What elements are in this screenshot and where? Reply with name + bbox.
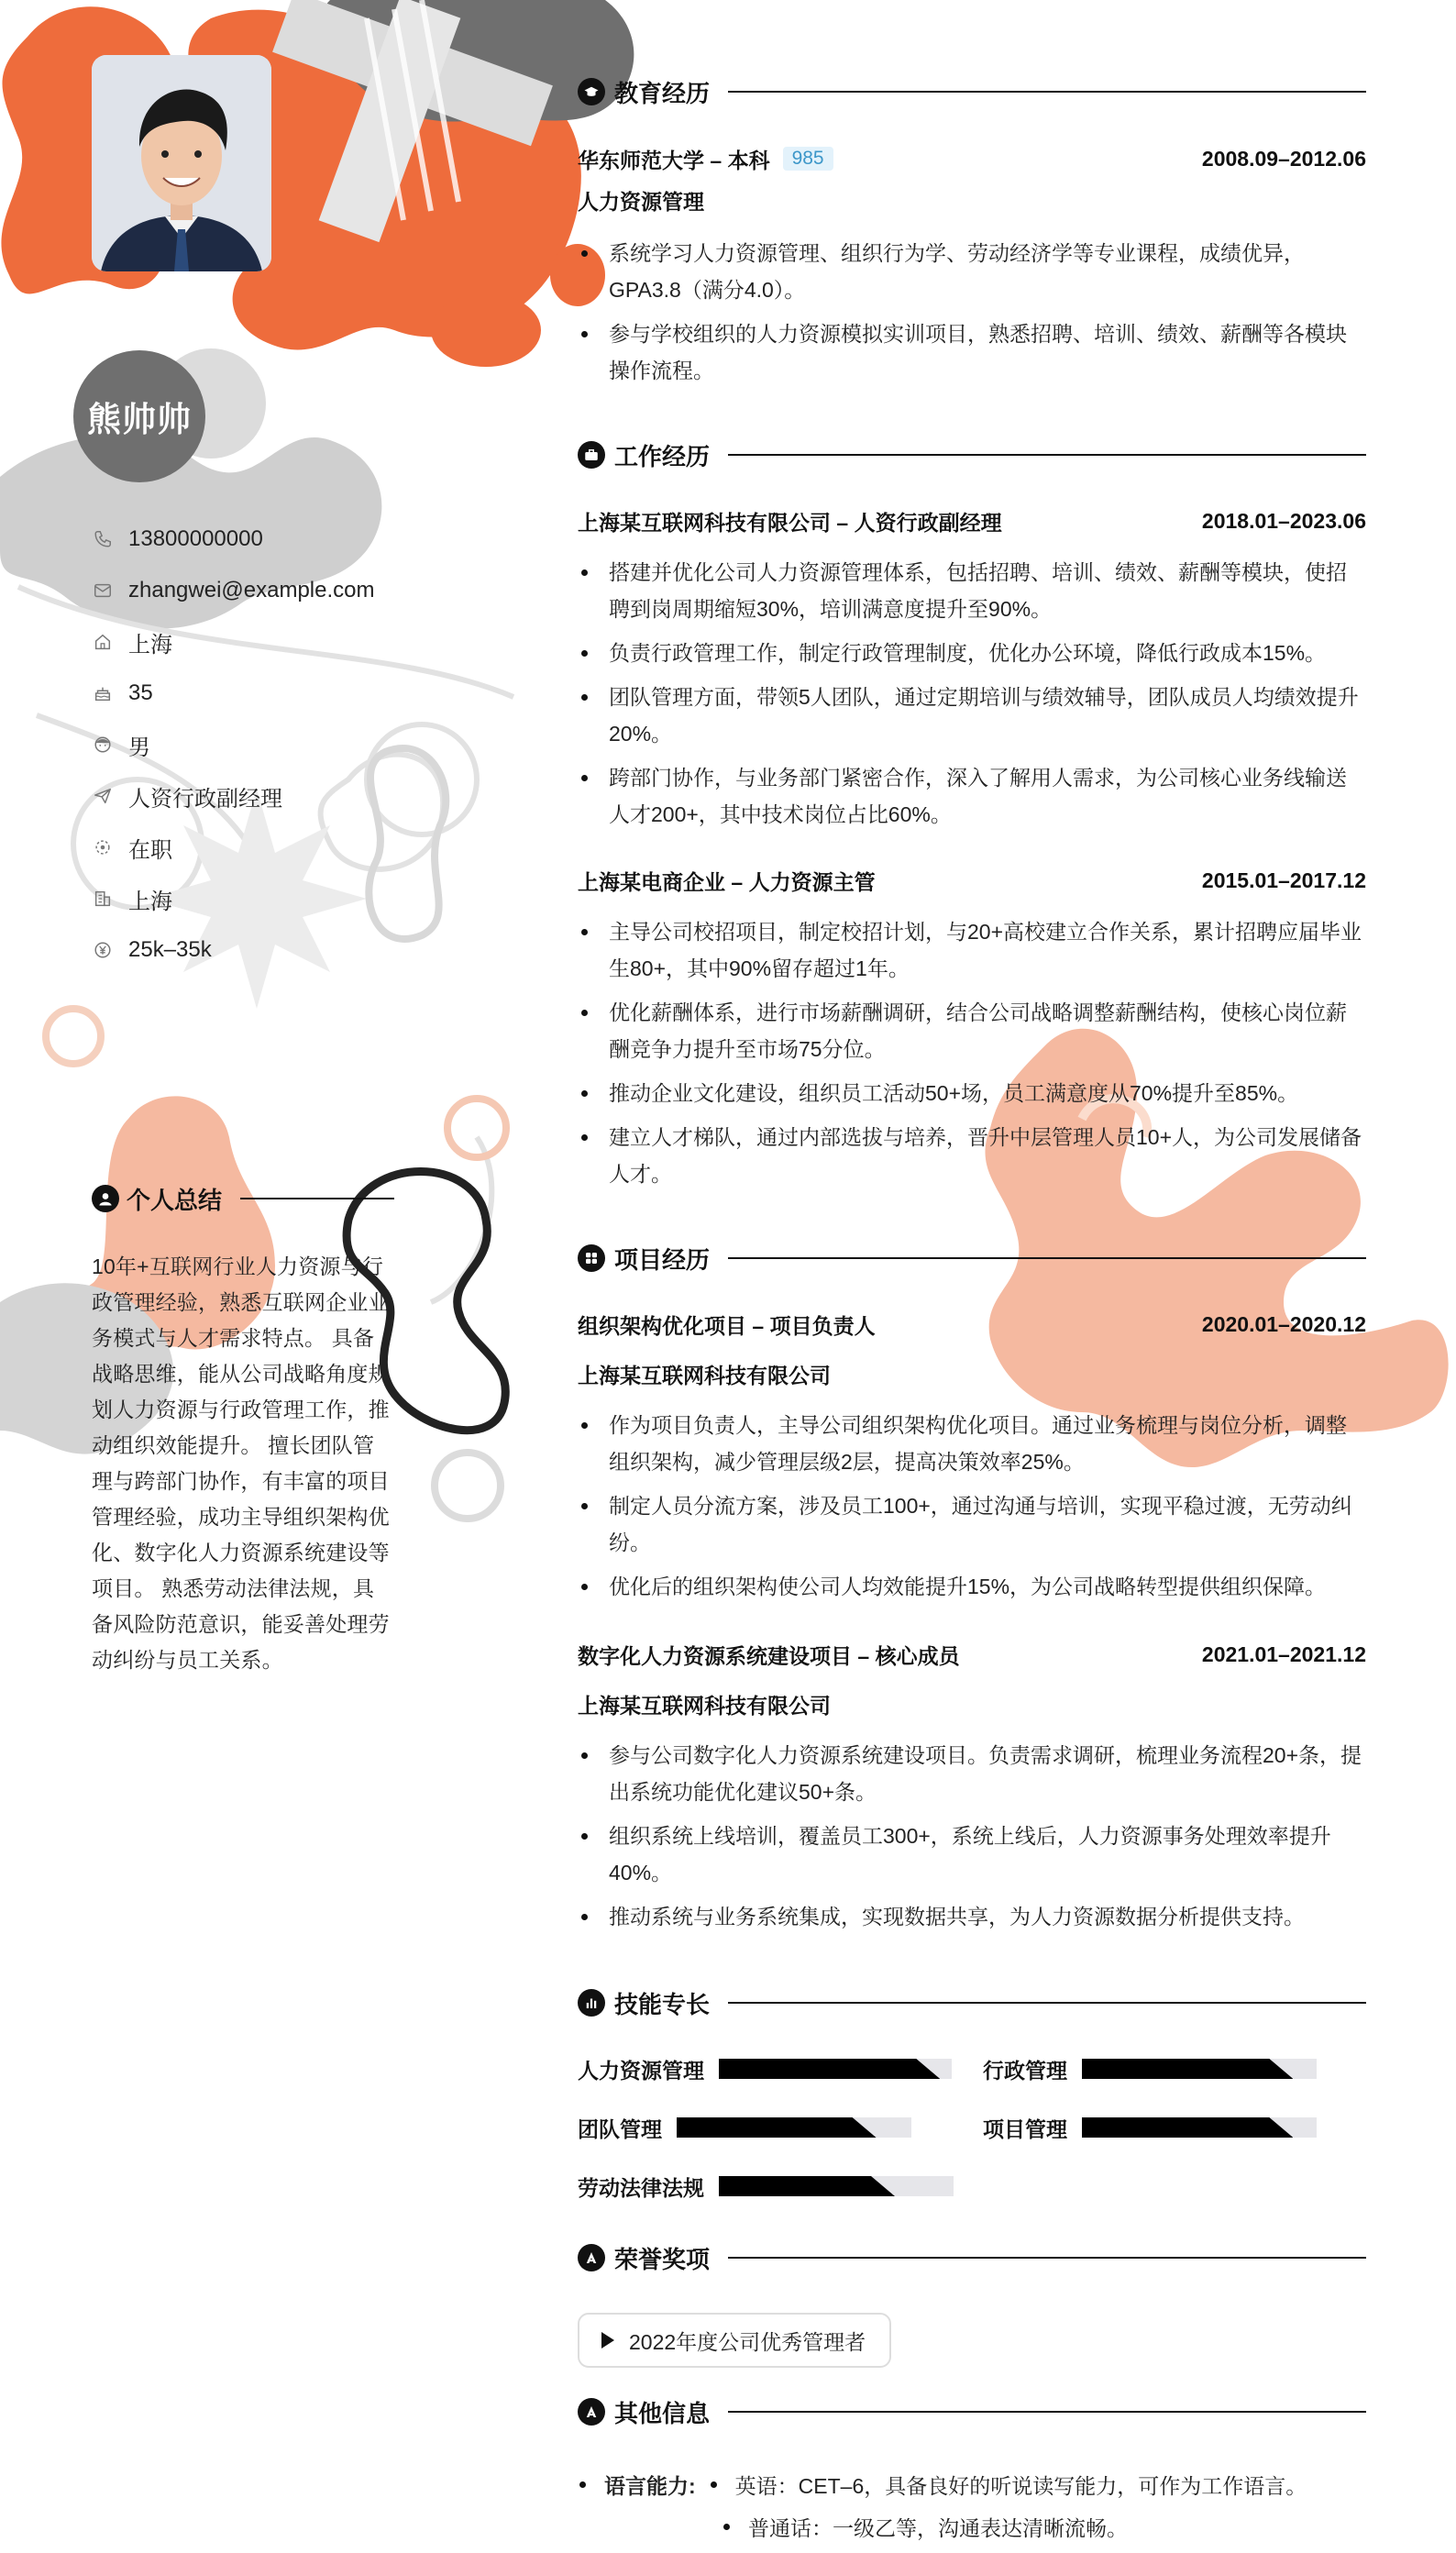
other-title: 其他信息 <box>614 2399 711 2427</box>
list-item: 系统学习人力资源管理、组织行为学、劳动经济学等专业课程，成绩优异，GPA3.8（满分4.0）。 <box>578 235 1366 308</box>
education-bullets <box>578 235 1366 396</box>
skills-header <box>578 1984 1366 2021</box>
list-item: 参与学校组织的人力资源模拟实训项目，熟悉招聘、培训、绩效、薪酬等各模块操作流程。 <box>578 315 1366 389</box>
summary-text: 10年+互联网行业人力资源与行政管理经验，熟悉互联网企业业务模式与人才需求特点。 具备战略思维，能从公司战略角度规划人力资源与行政管理工作，推动组织效能提升。 擅长团队管理与跨部门协作，有丰富的项目管理经验，成功主导组织架构优化、数字化人力资源系统建设等项目。 熟悉劳动法律法规，具备风险防范意识，能妥善处理劳动纠纷与员工关系。 <box>92 1254 390 1672</box>
bullet-dot <box>711 2481 717 2488</box>
contact-text: 35 <box>128 680 153 705</box>
graduation-cap-icon <box>578 78 605 105</box>
section-divider <box>728 454 1366 456</box>
list-item: 搭建并优化公司人力资源管理体系，包括招聘、培训、绩效、薪酬等模块，使招聘到岗周期缩短30%，培训满意度提升至90%。 <box>578 554 1366 627</box>
section-divider <box>728 2411 1366 2413</box>
avatar <box>92 55 271 271</box>
summary-title: 个人总结 <box>127 1186 223 1214</box>
projects-title: 项目经历 <box>614 1245 711 1274</box>
list-item: 建立人才梯队，通过内部选拔与培养，晋升中层管理人员10+人，为公司发展储备人才。 <box>578 1119 1366 1192</box>
skill-item <box>983 2109 1317 2146</box>
project-row-2 <box>578 1638 1366 1671</box>
job-bullets-2 <box>578 913 1366 1199</box>
contact-position <box>92 770 477 822</box>
award-chip[interactable] <box>578 2313 891 2368</box>
award-text: 2022年度公司优秀管理者 <box>629 2329 866 2354</box>
work-header <box>578 437 1366 473</box>
section-divider <box>728 2257 1366 2259</box>
skill-bar-fill <box>719 2176 895 2196</box>
work-title: 工作经历 <box>614 442 711 470</box>
education-title: 教育经历 <box>614 79 711 107</box>
skill-item <box>578 2050 952 2087</box>
info-icon <box>578 2398 605 2426</box>
projects-header <box>578 1240 1366 1276</box>
education-school: 华东师范大学 – 本科 <box>578 148 770 172</box>
contact-text: 13800000000 <box>128 526 263 551</box>
project-company: 上海某互联网科技有限公司 <box>578 1364 831 1387</box>
skill-bar <box>1082 2117 1317 2138</box>
list-item: 推动企业文化建设，组织员工活动50+场，员工满意度从70%提升至85%。 <box>578 1075 1366 1111</box>
skill-item <box>983 2050 1317 2087</box>
skill-name: 行政管理 <box>983 2058 1067 2083</box>
list-item: 优化薪酬体系，进行市场薪酬调研，结合公司战略调整薪酬结构，使核心岗位薪酬竞争力提升至市场75分位。 <box>578 994 1366 1067</box>
home-icon <box>92 631 114 653</box>
project-bullets-1 <box>578 1407 1366 1612</box>
job-bullets-1 <box>578 554 1366 840</box>
education-major: 人力资源管理 <box>578 190 704 214</box>
yuan-icon <box>92 939 114 961</box>
list-item: 推动系统与业务系统集成，实现数据共享，为人力资源数据分析提供支持。 <box>578 1898 1366 1935</box>
education-date: 2008.09–2012.06 <box>1201 146 1366 171</box>
list-item: 主导公司校招项目，制定校招计划，与20+高校建立合作关系，累计招聘应届毕业生80+，其中90%留存超过1年。 <box>578 913 1366 987</box>
contact-gender <box>92 719 477 770</box>
contact-text: 上海 <box>128 889 172 914</box>
profile-name: 熊帅帅 <box>87 401 192 438</box>
project-date: 2021.01–2021.12 <box>1201 1641 1366 1666</box>
contact-text: 人资行政副经理 <box>128 786 282 812</box>
job-row-1 <box>578 504 1366 537</box>
send-icon <box>92 785 114 807</box>
contact-text: 男 <box>128 735 150 760</box>
skill-name: 团队管理 <box>578 2116 662 2141</box>
job-date: 2018.01–2023.06 <box>1201 508 1366 533</box>
list-item: 团队管理方面，带领5人团队，通过定期培训与绩效辅导，团队成员人均绩效提升20%。 <box>578 679 1366 752</box>
awards-title: 荣誉奖项 <box>614 2245 711 2273</box>
list-item: 作为项目负责人，主导公司组织架构优化项目。通过业务梳理与岗位分析，调整组织架构，减少管理层级2层，提高决策效率25%。 <box>578 1407 1366 1480</box>
list-item: 跨部门协作，与业务部门紧密合作，深入了解用人需求，为公司核心业务线输送人才200+，其中技术岗位占比60%。 <box>578 759 1366 833</box>
section-divider <box>728 1257 1366 1259</box>
status-icon <box>92 836 114 858</box>
contact-text: zhangwei@example.com <box>128 578 375 602</box>
language-item: 英语：CET–6，具备良好的听说读写能力，可作为工作语言。 <box>734 2473 1307 2498</box>
other-header <box>578 2393 1366 2430</box>
job-row-2 <box>578 864 1366 897</box>
skills-title: 技能专长 <box>614 1990 711 2018</box>
project-head: 数字化人力资源系统建设项目 – 核心成员 <box>578 1643 960 1668</box>
section-divider <box>728 2002 1366 2004</box>
briefcase-icon <box>578 441 605 469</box>
profile-photo <box>92 55 271 271</box>
cake-icon <box>92 682 114 704</box>
building-icon <box>92 888 114 910</box>
project-company: 上海某互联网科技有限公司 <box>578 1694 831 1718</box>
job-head: 上海某互联网科技有限公司 – 人资行政副经理 <box>578 510 1002 535</box>
list-item: 组织系统上线培训，覆盖员工300+，系统上线后，人力资源事务处理效率提升40%。 <box>578 1818 1366 1891</box>
skill-bar <box>677 2117 911 2138</box>
name-badge <box>73 350 205 482</box>
skill-name: 劳动法律法规 <box>578 2175 704 2200</box>
mail-icon <box>92 580 114 602</box>
grid-icon <box>578 1244 605 1272</box>
contact-city <box>92 873 477 924</box>
skill-name: 项目管理 <box>983 2116 1067 2141</box>
play-icon <box>601 2332 614 2349</box>
list-item: 负责行政管理工作，制定行政管理制度，优化办公环境，降低行政成本15%。 <box>578 635 1366 671</box>
face-icon <box>92 734 114 756</box>
contact-text: 在职 <box>128 837 172 863</box>
education-school-wrap <box>578 144 833 174</box>
education-row <box>578 142 1366 175</box>
project-head: 组织架构优化项目 – 项目负责人 <box>578 1313 876 1338</box>
list-item: 优化后的组织架构使公司人均效能提升15%，为公司战略转型提供组织保障。 <box>578 1568 1366 1605</box>
summary-divider <box>240 1198 394 1199</box>
language-row <box>578 2505 1366 2547</box>
skill-bar-fill <box>1082 2059 1293 2079</box>
language-item: 普通话：一级乙等，沟通表达清晰流畅。 <box>748 2515 1128 2540</box>
bullet-dot <box>579 2481 586 2488</box>
contact-text: 25k–35k <box>128 937 212 962</box>
project-date: 2020.01–2020.12 <box>1201 1311 1366 1336</box>
skill-bar-fill <box>677 2117 877 2138</box>
contact-location <box>92 616 477 668</box>
skill-bar-fill <box>719 2059 940 2079</box>
contact-list <box>92 514 477 976</box>
section-divider <box>728 91 1366 93</box>
skill-item <box>578 2168 954 2205</box>
education-header <box>578 73 1366 110</box>
awards-header <box>578 2239 1366 2276</box>
contact-phone <box>92 514 477 565</box>
skill-bar-fill <box>1082 2117 1293 2138</box>
contact-salary <box>92 924 477 976</box>
language-row <box>578 2463 1366 2505</box>
job-head: 上海某电商企业 – 人力资源主管 <box>578 869 876 894</box>
list-item: 参与公司数字化人力资源系统建设项目。负责需求调研，梳理业务流程20+条，提出系统功能优化建议50+条。 <box>578 1737 1366 1810</box>
bullet-dot <box>723 2524 730 2530</box>
project-row-1 <box>578 1308 1366 1341</box>
skill-item <box>578 2109 911 2146</box>
list-item: 制定人员分流方案，涉及员工100+，通过沟通与培训，实现平稳过渡，无劳动纠纷。 <box>578 1487 1366 1561</box>
skill-bar <box>1082 2059 1317 2079</box>
skill-bar <box>719 2059 952 2079</box>
skill-name: 人力资源管理 <box>578 2058 704 2083</box>
user-icon <box>92 1185 119 1212</box>
job-date: 2015.01–2017.12 <box>1201 868 1366 892</box>
school-tag-badge: 985 <box>783 147 833 171</box>
summary-header <box>92 1180 394 1217</box>
project-bullets-2 <box>578 1737 1366 1942</box>
other-info <box>578 2463 1366 2547</box>
phone-icon <box>92 528 114 550</box>
award-icon <box>578 2244 605 2271</box>
contact-status <box>92 822 477 873</box>
contact-email[interactable] <box>92 565 477 616</box>
bar-chart-icon <box>578 1989 605 2017</box>
contact-text: 上海 <box>128 632 172 658</box>
skill-bar <box>719 2176 954 2196</box>
language-label: 语言能力: <box>604 2473 696 2498</box>
contact-age <box>92 668 477 719</box>
